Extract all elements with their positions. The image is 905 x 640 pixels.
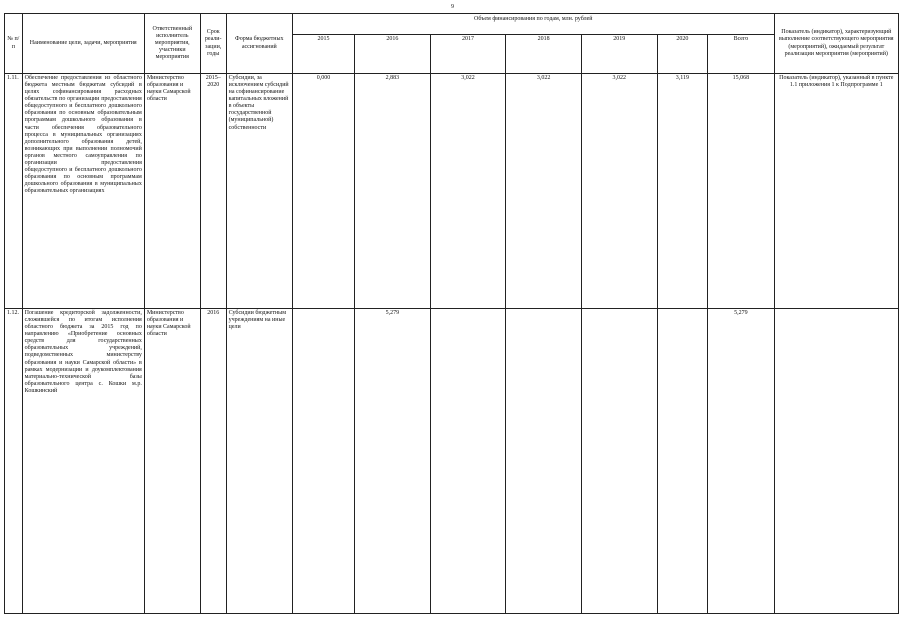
- value-2017: 3,022: [430, 74, 506, 309]
- value-2018: [506, 309, 582, 614]
- table-row: [5, 74, 899, 309]
- table-row: [5, 309, 899, 614]
- header-total: Всего: [708, 35, 774, 74]
- row-num: 1.12.: [5, 309, 23, 614]
- header-year-2017: 2017: [430, 35, 506, 74]
- value-2020: 3,119: [657, 74, 708, 309]
- value-2018: 3,022: [506, 74, 582, 309]
- value-2015: [292, 309, 354, 614]
- header-indicator: Показатель (индикатор), характеризующий выполнение соответствующего мероприятия (мероприятий), ожидаемый результат реализации мероприятия (мероприятий): [774, 14, 898, 74]
- row-term: 2016: [200, 309, 226, 614]
- header-year-2018: 2018: [506, 35, 582, 74]
- header-year-2019: 2019: [581, 35, 657, 74]
- header-name: Наименование цели, задачи, мероприятия: [22, 14, 144, 74]
- page-number: 9: [451, 4, 454, 10]
- value-2017: [430, 309, 506, 614]
- header-num: № п/п: [5, 14, 23, 74]
- value-total: 5,279: [708, 309, 774, 614]
- value-total: 15,068: [708, 74, 774, 309]
- row-term: 2015–2020: [200, 74, 226, 309]
- row-name: Обеспечение предоставления из областного бюджета местным бюджетам субсидий в целях софинансирования расходных обязательств по организации предоставления общедоступного и бесплатного дошкольного образования по основным образовательным программам дошкольного образования в части обеспечения образовательного процесса в муниципальных организациях дополнительного образования детей, возникающих при выполнении полномочий органов местного самоуправления по организации предоставления общедоступного и бесплатного дошкольного образования по основным программам дошкольного образования в муниципальных образовательных организациях: [22, 74, 144, 309]
- header-executor: Ответственный исполнитель мероприятия, участники мероприятия: [144, 14, 200, 74]
- header-year-2020: 2020: [657, 35, 708, 74]
- header-form: Форма бюджетных ассигнований: [226, 14, 292, 74]
- header-volume: Объем финансирования по годам, млн. рублей: [292, 14, 774, 35]
- header-term: Срок реали-зации, годы: [200, 14, 226, 74]
- row-name: Погашение кредиторской задолженности, сложившейся по итогам исполнения областного бюджета за 2015 год по направлению «Приобретение основных средств для государственных образовательных учреждений, подведомственных министерству образования и науки Самарской области» в рамках модернизации и доукомплектования материально-технической базы образовательного центра с. Кошки м.р. Кошкинский: [22, 309, 144, 614]
- value-2019: [581, 309, 657, 614]
- value-2016: 5,279: [355, 309, 431, 614]
- row-form: Субсидии, за исключением субсидий на софинансирование капитальных вложений в объекты государственной (муниципальной) собственности: [226, 74, 292, 309]
- header-row-top: [5, 14, 899, 35]
- header-year-2016: 2016: [355, 35, 431, 74]
- value-2020: [657, 309, 708, 614]
- row-executor: Министерство образования и науки Самарской области: [144, 74, 200, 309]
- budget-table: [4, 13, 899, 614]
- row-form: Субсидии бюджетным учреждениям на иные цели: [226, 309, 292, 614]
- row-executor: Министерство образования и науки Самарской области: [144, 309, 200, 614]
- value-2015: 0,000: [292, 74, 354, 309]
- value-2016: 2,883: [355, 74, 431, 309]
- row-num: 1.11.: [5, 74, 23, 309]
- row-indicator: Показатель (индикатор), указанный в пункте 1.1 приложения 1 к Подпрограмме 1: [774, 74, 898, 309]
- value-2019: 3,022: [581, 74, 657, 309]
- row-indicator: [774, 309, 898, 614]
- header-year-2015: 2015: [292, 35, 354, 74]
